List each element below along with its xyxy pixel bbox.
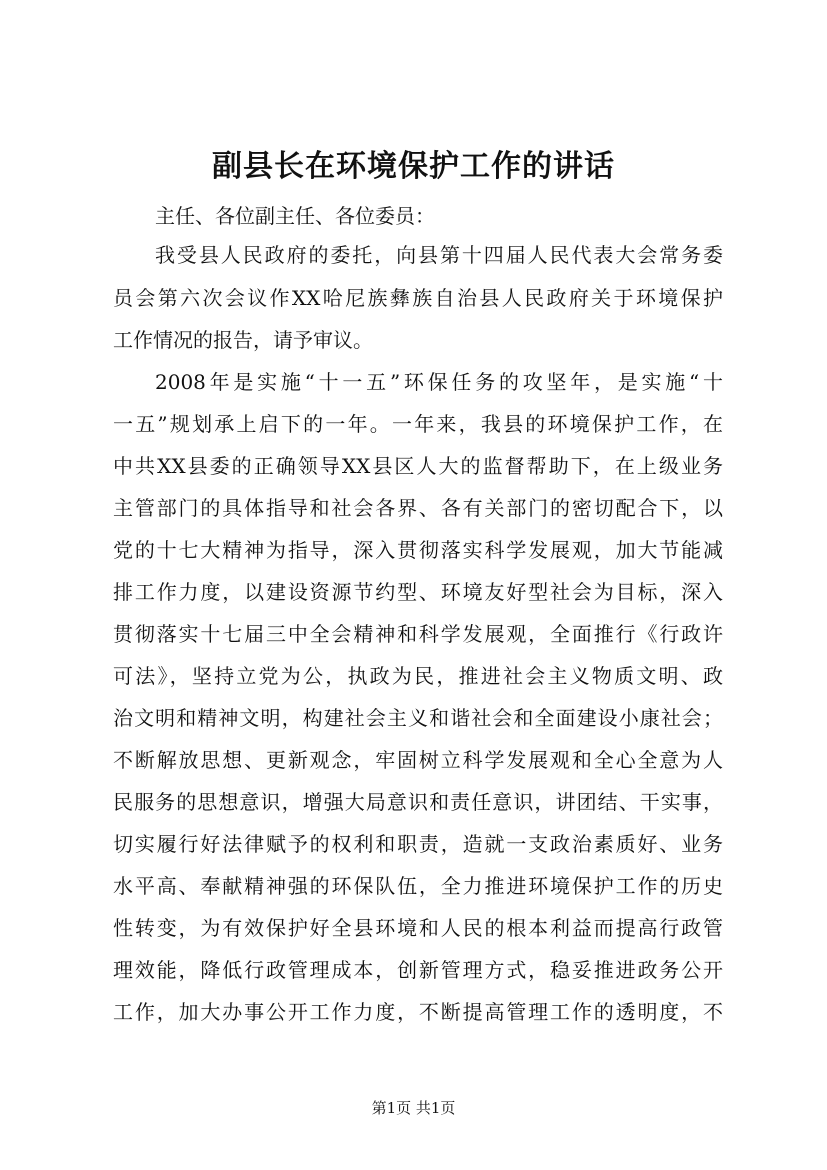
body-line: 工作，加大办事公开工作力度，不断提高管理工作的透明度，不 (113, 1000, 723, 1024)
body-line: 性转变，为有效保护好全县环境和人民的根本利益而提高行政管 (113, 916, 723, 940)
body-line: 可法》，坚持立党为公，执政为民，推进社会主义物质文明、政 (113, 664, 723, 688)
body-line: 排工作力度，以建设资源节约型、环境友好型社会为目标，深入 (113, 580, 723, 604)
body-line: 理效能，降低行政管理成本，创新管理方式，稳妥推进政务公开 (113, 958, 723, 982)
body-line: 民服务的思想意识，增强大局意识和责任意识，讲团结、干实事， (113, 790, 723, 814)
document-title: 副县长在环境保护工作的讲话 (212, 149, 615, 184)
body-line: 中共XX县委的正确领导XX县区人大的监督帮助下，在上级业务 (113, 454, 723, 478)
salutation-line: 主任、各位副主任、各位委员： (155, 204, 435, 228)
body-line: 我受县人民政府的委托，向县第十四届人民代表大会常务委 (155, 243, 723, 267)
body-line: 治文明和精神文明，构建社会主义和谐社会和全面建设小康社会； (113, 706, 723, 730)
body-line: 主管部门的具体指导和社会各界、各有关部门的密切配合下，以 (113, 496, 723, 520)
page-footer: 第1页 共1页 (371, 1099, 456, 1117)
body-line: 一五”规划承上启下的一年。一年来，我县的环境保护工作，在 (113, 412, 723, 436)
body-line: 贯彻落实十七届三中全会精神和科学发展观，全面推行《行政许 (113, 622, 723, 646)
body-line: 党的十七大精神为指导，深入贯彻落实科学发展观，加大节能减 (113, 538, 723, 562)
body-line: 员会第六次会议作XX哈尼族彝族自治县人民政府关于环境保护 (113, 286, 723, 310)
body-line: 不断解放思想、更新观念，牢固树立科学发展观和全心全意为人 (113, 748, 723, 772)
body-line: 2008年是实施“十一五”环保任务的攻坚年，是实施“十 (155, 370, 723, 394)
body-line: 工作情况的报告，请予审议。 (113, 328, 373, 352)
body-line: 水平高、奉献精神强的环保队伍，全力推进环境保护工作的历史 (113, 874, 723, 898)
body-line: 切实履行好法律赋予的权利和职责，造就一支政治素质好、业务 (113, 832, 723, 856)
